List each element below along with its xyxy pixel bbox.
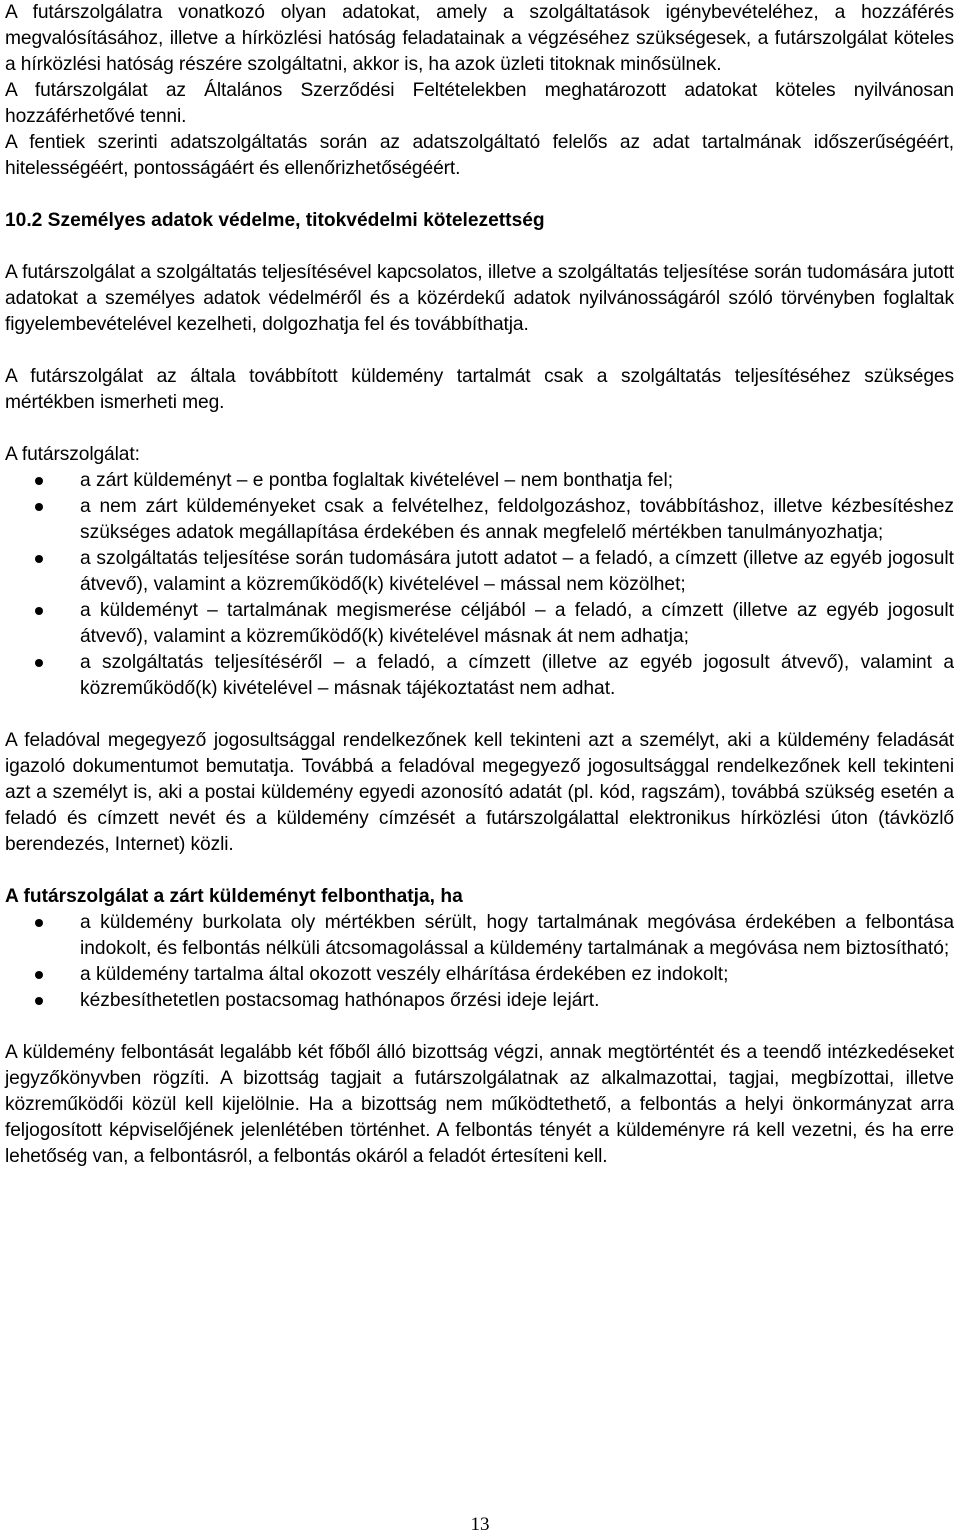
list-intro: A futárszolgálat: xyxy=(5,444,140,465)
section-heading: 10.2 Személyes adatok védelme, titokvédelmi kötelezettség xyxy=(5,210,545,231)
bullet-icon xyxy=(35,477,43,485)
page-number: 13 xyxy=(470,1514,490,1535)
paragraph-sender-rights: A feladóval megegyező jogosultsággal rendelkezőnek kell tekinteni azt a személyt, aki a küldemény feladását igazoló dokumentumot bemutatja. Továbbá a feladóval megegyező jogosultsággal rendelkezőnek kell tekinteni azt a személyt is, aki a postai küldemény egyedi azonosító adatát (pl. kód, ragszám), továbbá szükség esetén a feladó és címzett nevét és a küldemény címzését a futárszolgálattal elektronikus hírközlési úton (távközlő berendezés, Internet) közli. xyxy=(5,730,954,855)
list-item: a küldeményt – tartalmának megismerése céljából – a feladó, a címzett (illetve az egyéb jogosult átvevő), valamint a közreműködő(k) kivételével másnak át nem adhatja; xyxy=(80,598,954,650)
paragraph-public-access: A futárszolgálat az Általános Szerződési Feltételekben meghatározott adatokat köteles nyilvánosan hozzáférhetővé tenni. xyxy=(5,80,954,127)
list-item: a küldemény burkolata oly mértékben sérült, hogy tartalmának megóvása érdekében a felbontása indokolt, és felbontás nélküli átcsomagolással a küldemény tartalmának a megóvása nem biztosítható; xyxy=(80,910,954,962)
list-item: a szolgáltatás teljesítése során tudomására jutott adatot – a feladó, a címzett (illetve az egyéb jogosult átvevő), valamint a közreműködő(k) kivételével – mással nem közölhet; xyxy=(80,546,954,598)
bullet-icon xyxy=(35,503,43,511)
bullet-icon xyxy=(35,607,43,615)
list-item: a zárt küldeményt – e pontba foglaltak kivételével – nem bonthatja fel; xyxy=(80,468,954,494)
opening-conditions-list xyxy=(0,910,960,1014)
bullet-icon xyxy=(35,919,43,927)
list-item: a nem zárt küldeményeket csak a felvételhez, feldolgozáshoz, továbbításhoz, illetve kézbesítéshez szükséges adatok megállapítása érdekében és annak megfelelő mértékben tanulmányozhatja; xyxy=(80,494,954,546)
paragraph-content-knowledge: A futárszolgálat az általa továbbított küldemény tartalmát csak a szolgáltatás teljesítéséhez szükséges mértékben ismerheti meg. xyxy=(5,366,954,413)
list-heading-opening: A futárszolgálat a zárt küldeményt felbonthatja, ha xyxy=(5,886,463,907)
list-item: a szolgáltatás teljesítéséről – a feladó, a címzett (illetve az egyéb jogosult átvevő), valamint a közreműködő(k) kivételével – másnak tájékoztatást nem adhat. xyxy=(80,650,954,702)
list-item: kézbesíthetetlen postacsomag hathónapos őrzési ideje lejárt. xyxy=(80,988,954,1014)
bullet-icon xyxy=(35,659,43,667)
obligations-list xyxy=(0,468,960,702)
bullet-icon xyxy=(35,555,43,563)
paragraph-responsibility: A fentiek szerinti adatszolgáltatás során az adatszolgáltató felelős az adat tartalmának időszerűségéért, hitelességéért, pontosságáért és ellenőrizhetőségéért. xyxy=(5,132,954,179)
bullet-icon xyxy=(35,997,43,1005)
list-item: a küldemény tartalma által okozott veszély elhárítása érdekében ez indokolt; xyxy=(80,962,954,988)
intro-section xyxy=(0,0,960,182)
paragraph-data-supply: A futárszolgálatra vonatkozó olyan adatokat, amely a szolgáltatások igénybevételéhez, a hozzáférés megvalósításához, illetve a hírközlési hatóság feladatainak a végzéséhez szükségesek, a futárszolgálat köteles a hírközlési hatóság részére szolgáltatni, akkor is, ha azok üzleti titoknak minősülnek. xyxy=(5,2,954,75)
paragraph-personal-data: A futárszolgálat a szolgáltatás teljesítésével kapcsolatos, illetve a szolgáltatás teljesítése során tudomására jutott adatokat a személyes adatok védelméről és a közérdekű adatok nyilvánosságáról szóló törvényben foglaltak figyelembevételével kezelheti, dolgozhatja fel és továbbíthatja. xyxy=(5,262,954,335)
paragraph-committee: A küldemény felbontását legalább két főből álló bizottság végzi, annak megtörténtét és a teendő intézkedéseket jegyzőkönyvben rögzíti. A bizottság tagjait a futárszolgálatnak az alkalmazottai, tagjai, megbízottai, illetve közreműködői közül kell kijelölnie. Ha a bizottság nem működtethető, a felbontás a helyi önkormányzat arra feljogosított képviselőjének jelenlétében történhet. A felbontás tényét a küldeményre rá kell vezetni, és ha erre lehetőség van, a felbontásról, a felbontás okáról a feladót értesíteni kell. xyxy=(5,1042,954,1167)
bullet-icon xyxy=(35,971,43,979)
